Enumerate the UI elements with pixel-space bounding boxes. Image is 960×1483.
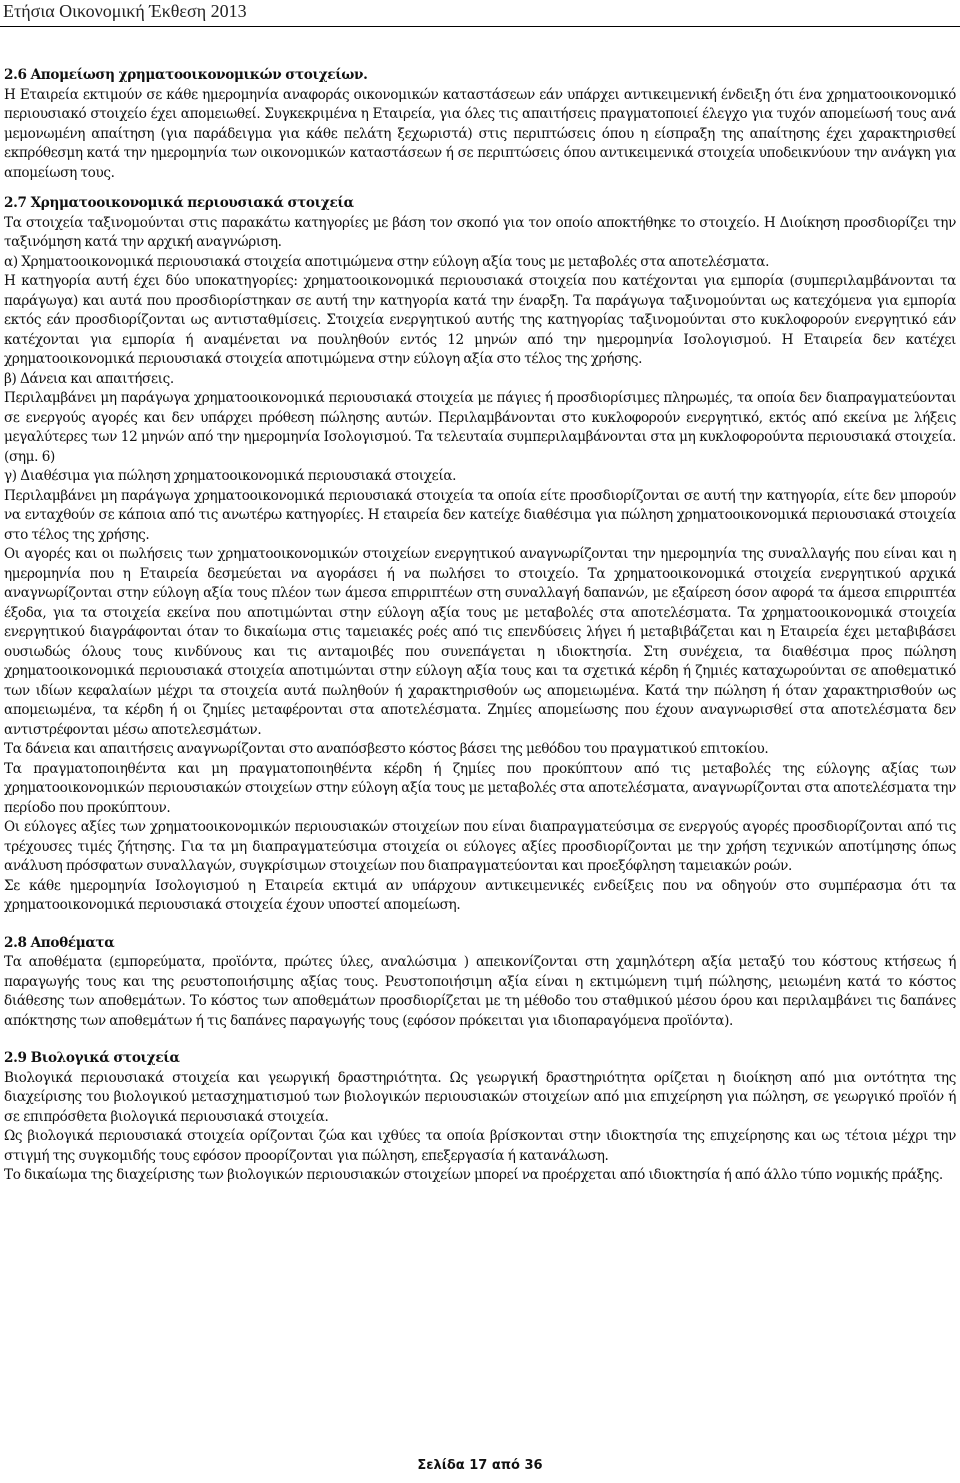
section-2-6 xyxy=(4,66,956,183)
report-header-title: Ετήσια Οικονομική Έκθεση 2013 xyxy=(3,1,247,21)
paragraph: Βιολογικά περιουσιακά στοιχεία και γεωργική δραστηριότητα. Ως γεωργική δραστηριότητα ορίζεται η διοίκηση από μια οντότητα της διαχείρισης του βιολογικού μετασχηματισμού των βιολογικών περιουσιακών στοιχείων από μια επιχείρηση για πώληση, σε γεωργικό προϊόν ή σε επιπρόσθετα βιολογικά περιουσιακά στοιχεία. xyxy=(4,1069,956,1125)
paragraph: Ως βιολογικά περιουσιακά στοιχεία ορίζονται ζώα και ιχθύες τα οποία βρίσκονται στην ιδιοκτησία της επιχείρησης και ως τέτοια μέχρι την στιγμή της συγκομιδής τους εφόσον προορίζονται για πώληση, επεξεργασία ή κατανάλωση. xyxy=(4,1128,956,1164)
section-heading: 2.7 Χρηματοοικονομικά περιουσιακά στοιχεία xyxy=(4,195,354,211)
section-heading: 2.9 Βιολογικά στοιχεία xyxy=(4,1050,180,1066)
paragraph: Η κατηγορία αυτή έχει δύο υποκατηγορίες: χρηματοοικονομικά περιουσιακά στοιχεία που κατέχονται για εμπορία (συμπεριλαμβάνονται τα παράγωγα) και αυτά που προσδιορίστηκαν σε αυτή την κατηγορία κατά την έναρξη. Τα παράγωγα ταξινομούνται ως κατεχόμενα για εμπορία εκτός εάν προσδιορίζονται ως αντισταθμίσεις. Στοιχεία ενεργητικού αυτής της κατηγορίας ταξινομούνται στο κυκλοφορούν ενεργητικό εάν κατέχονται για εμπορία ή αναμένεται να πουληθούν εντός 12 μηνών από την ημερομηνία Ισολογισμού. Η Εταιρεία δεν κατέχει χρηματοοικονομικά περιουσιακά στοιχεία αποτιμώμενα στην εύλογη αξία στο τέλος της χρήσης. xyxy=(4,273,956,367)
header-divider xyxy=(0,26,960,27)
page-number: Σελίδα 17 από 36 xyxy=(417,1458,543,1473)
paragraph: Οι εύλογες αξίες των χρηματοοικονομικών περιουσιακών στοιχείων που είναι διαπραγματεύσιμα σε ενεργούς αγορές προσδιορίζονται από τις τρέχουσες τιμές ζήτησης. Για τα μη διαπραγματεύσιμα στοιχεία οι εύλογες αξίες προσδιορίζονται με την χρήση τεχνικών αποτίμησης όπως ανάλυση πρόσφατων συναλλαγών, συγκρίσιμων στοιχείων που διαπραγματεύονται και προεξόφληση ταμειακών ροών. xyxy=(4,819,956,874)
paragraph: Περιλαμβάνει μη παράγωγα χρηματοοικονομικά περιουσιακά στοιχεία τα οποία είτε προσδιορίζονται σε αυτή την κατηγορία, είτε δεν μπορούν να ενταχθούν σε κάποια από τις ανωτέρω κατηγορίες. Η εταιρεία δεν κατείχε διαθέσιμα για πώληση χρηματοοικονομικά περιουσιακά στοιχεία στο τέλος της χρήσης. xyxy=(4,487,956,543)
paragraph: Το δικαίωμα της διαχείρισης των βιολογικών περιουσιακών στοιχείων μπορεί να προέρχεται από ιδιοκτησία ή από άλλο τύπο νομικής πράξης. xyxy=(4,1167,943,1183)
paragraph: Η Εταιρεία εκτιμούν σε κάθε ημερομηνία αναφοράς οικονομικών καταστάσεων εάν υπάρχει αντικειμενική ένδειξη ότι ένα χρηματοοικονομικό περιουσιακό στοιχείο έχει απομειωθεί. Συγκεκριμένα η Εταιρεία, για όλες τις απαιτήσεις πραγματοποιεί έλεγχο για τυχόν απομείωσή τους ανά μεμονωμένη απαίτηση (για παράδειγμα για κάθε πελάτη ξεχωριστά) στις περιπτώσεις όπου η είσπραξη της απαίτησης έχει χαρακτηρισθεί εκπρόθεσμη κατά την ημερομηνία των οικονομικών καταστάσεων ή σε περιπτώσεις όπου αντικειμενικά στοιχεία υποδεικνύουν την ανάγκη για απομείωση τους. xyxy=(4,86,956,181)
paragraph: Περιλαμβάνει μη παράγωγα χρηματοοικονομικά περιουσιακά στοιχεία με πάγιες ή προσδιορίσιμες πληρωμές, τα οποία δεν διαπραγματεύονται σε ενεργούς αγορές και δεν υπάρχει πρόθεση πώλησης αυτών. Περιλαμβάνονται στο κυκλοφορούν ενεργητικό, εκτός από εκείνα με λήξεις μεγαλύτερες των 12 μηνών από την ημερομηνία Ισολογισμού. Τα τελευταία συμπεριλαμβάνονται στα μη κυκλοφορούντα περιουσιακά στοιχεία. (σημ. 6) xyxy=(4,390,956,465)
paragraph: Τα πραγματοποιηθέντα και μη πραγματοποιηθέντα κέρδη ή ζημίες που προκύπτουν από τις μεταβολές της εύλογης αξίας των χρηματοοικονομικών περιουσιακών στοιχείων στην εύλογη αξία τους με μεταβολές στα αποτελέσματα, αναγνωρίζονται στα αποτελέσματα την περίοδο που προκύπτουν. xyxy=(4,760,956,816)
section-heading: 2.8 Αποθέματα xyxy=(4,934,115,951)
paragraph: Οι αγορές και οι πωλήσεις των χρηματοοικονομικών στοιχείων ενεργητικού αναγνωρίζονται την ημερομηνία της συναλλαγής που είναι και η ημερομηνία που η Εταιρεία δεσμεύεται να αγοράσει ή να πωλήσει το στοιχείο. Τα χρηματοοικονομικά στοιχεία ενεργητικού αρχικά αναγνωρίζονται στην εύλογη αξία τους πλέον των άμεσα επιρριπτέων στη συναλλαγή δαπανών, με εξαίρεση όσον αφορά τα άμεσα επιρριπτέα έξοδα, για τα στοιχεία εκείνα που αποτιμώνται στην εύλογη αξία τους με μεταβολές στα αποτελέσματα. Τα χρηματοοικονομικά στοιχεία ενεργητικού διαγράφονται όταν το δικαίωμα στις ταμειακές ροές από τις επενδύσεις λήγει ή μεταβιβάζεται και η Εταιρεία έχει μεταβιβάσει ουσιωδώς όλους τους κινδύνους και τις ανταμοιβές που συνεπάγεται η ιδιοκτησία. Στη συνέχεια, τα διαθέσιμα προς πώληση χρηματοοικονομικά περιουσιακά στοιχεία αποτιμώνται στην εύλογη αξία τους και τα σχετικά κέρδη ή ζημιές καταχωρούνται σε αποθεματικό των ιδίων κεφαλαίων μέχρι τα στοιχεία αυτά πωληθούν ή χαρακτηρισθούν ως απομειωμένα. Κατά την πώληση ή όταν χαρακτηρισθούν ως απομειωμένα, τα κέρδη ή οι ζημίες μεταφέρονται στα αποτελέσματα. Ζημίες απομείωσης που έχουν αναγνωρισθεί στα αποτελέσματα δεν αντιστρέφονται μέσω αποτελεσμάτων. xyxy=(4,546,956,738)
section-2-8 xyxy=(4,934,956,1032)
section-heading: 2.6 Απομείωση χρηματοοικονομικών στοιχείων. xyxy=(4,67,368,83)
paragraph: Τα αποθέματα (εμπορεύματα, προϊόντα, πρώτες ύλες, αναλώσιμα ) απεικονίζονται στη χαμηλότερη αξία μεταξύ του κόστους κτήσεως ή παραγωγής τους και της ρευστοποιήσιμης αξίας τους. Ρευστοποιήσιμη αξία είναι η εκτιμώμενη τιμή πώλησης, μειωμένη κατά το κόστος διάθεσης των αποθεμάτων. Το κόστος των αποθεμάτων προσδιορίζεται με τη μέθοδο του σταθμικού μέσου όρου και περιλαμβάνει τις δαπάνες απόκτησης των αποθεμάτων ή τις δαπάνες παραγωγής τους (εφόσον πρόκειται για ιδιοπαραγόμενα προϊόντα). xyxy=(4,954,956,1029)
section-2-9 xyxy=(4,1049,956,1186)
paragraph: γ) Διαθέσιμα για πώληση χρηματοοικονομικά περιουσιακά στοιχεία. xyxy=(4,468,457,484)
paragraph: Σε κάθε ημερομηνία Ισολογισμού η Εταιρεία εκτιμά αν υπάρχουν αντικειμενικές ενδείξεις που να οδηγούν στο συμπέρασμα ότι τα χρηματοοικονομικά περιουσιακά στοιχεία έχουν υποστεί απομείωση. xyxy=(4,877,956,913)
paragraph: β) Δάνεια και απαιτήσεις. xyxy=(4,370,174,387)
section-2-7 xyxy=(4,194,956,916)
paragraph: α) Χρηματοοικονομικά περιουσιακά στοιχεία αποτιμώμενα στην εύλογη αξία τους με μεταβολές στα αποτελέσματα. xyxy=(4,253,770,270)
document-body xyxy=(4,66,956,1186)
paragraph: Τα δάνεια και απαιτήσεις αναγνωρίζονται στο αναπόσβεστο κόστος βάσει της μεθόδου του πραγματικού επιτοκίου. xyxy=(4,741,769,757)
paragraph: Τα στοιχεία ταξινομούνται στις παρακάτω κατηγορίες με βάση τον σκοπό για τον οποίο αποκτήθηκε το στοιχείο. Η Διοίκηση προσδιορίζει την ταξινόμηση κατά την αρχική αναγνώριση. xyxy=(4,214,956,250)
